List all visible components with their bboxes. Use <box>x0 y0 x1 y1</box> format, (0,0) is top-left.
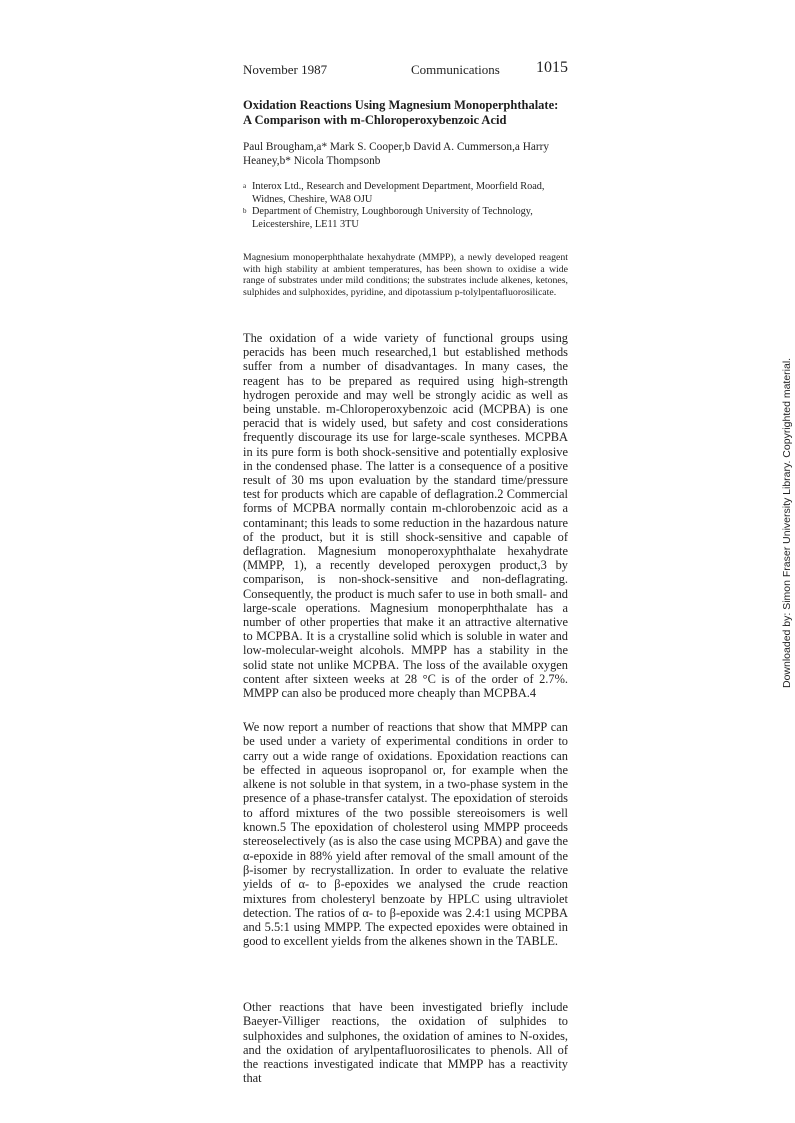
author-list: Paul Brougham,a* Mark S. Cooper,b David A. Cummerson,a Harry Heaney,b* Nicola Thompsonb <box>243 141 550 167</box>
page-number: 1015 <box>536 59 568 76</box>
download-watermark: Downloaded by: Simon Fraser University Library. Copyrighted material. <box>781 357 793 688</box>
journal-section: Communications <box>411 62 500 77</box>
affiliation-b <box>243 206 568 231</box>
body-paragraph-1: The oxidation of a wide variety of functional groups using peracids has been much researched,1 but established methods suffer from a number of disadvantages. In many cases, the reagent has to be prepared as required using high-strength hydrogen peroxide and may well be strongly acidic as well as being unstable. m-Chloroperoxybenzoic acid (MCPBA) is one peracid that is widely used, but safety and cost considerations frequently discourage its use for large-scale syntheses. MCPBA in its pure form is both shock-sensitive and potentially explosive in the condensed phase. The latter is a consequence of a positive result of 30 ms upon evaluation by the standard time/pressure test for products which are capable of deflagration.2 Commercial forms of MCPBA normally contain m-chlorobenzoic acid as a contaminant; this leads to some reduction in the hazardous nature of the product, but it is still shock-sensitive and capable of deflagration. Magnesium monoperoxyphthalate hexahydrate (MMPP, 1), a recently developed peroxygen product,3 by comparison, is non-shock-sensitive and non-deflagrating. Consequently, the product is much safer to use in both small- and large-scale operations. Magnesium monoperphthalate has a number of other properties that make it an attractive alternative to MCPBA. It is a crystalline solid which is soluble in water and low-molecular-weight alcohols. MMPP has a stability in the solid state not unlike MCPBA. The loss of the available oxygen content after sixteen weeks at 28 °C is of the order of 2.7%. MMPP can also be produced more cheaply than MCPBA.4 <box>243 331 568 701</box>
issue-date: November 1987 <box>243 62 328 77</box>
affiliation-mark: b <box>243 207 247 215</box>
affiliation-text: Department of Chemistry, Loughborough University of Technology, Leicestershire, LE11 3TU <box>252 206 533 230</box>
body-paragraph-3: Other reactions that have been investigated briefly include Baeyer-Villiger reactions, the oxidation of sulphides to sulphoxides and sulphones, the oxidation of amines to N-oxides, and the oxidation of arylpentafluorosilicates to phenols. All of the reactions investigated indicate that MMPP has a reactivity that <box>243 1000 568 1086</box>
affiliation-mark: a <box>243 182 247 190</box>
article-title: Oxidation Reactions Using Magnesium Monoperphthalate: A Comparison with m-Chloroperoxybenzoic Acid <box>243 98 559 127</box>
body-paragraph-2: We now report a number of reactions that show that MMPP can be used under a variety of experimental conditions in order to carry out a wide range of oxidations. Epoxidation reactions can be effected in aqueous isopropanol or, for example when the alkene is not soluble in that system, in a two-phase system in the presence of a phase-transfer catalyst. The epoxidation of steroids to afford mixtures of the two possible stereoisomers is well known.5 The epoxidation of cholesterol using MMPP proceeds stereoselectively (as is also the case using MCPBA) and gave the α-epoxide in 88% yield after removal of the small amount of the β-isomer by recrystallization. In order to evaluate the relative yields of α- to β-epoxides we analysed the crude reaction mixtures from cholesteryl benzoate by HPLC using ultraviolet detection. The ratios of α- to β-epoxide was 2.4:1 using MCPBA and 5.5:1 using MMPP. The expected epoxides were obtained in good to excellent yields from the alkenes shown in the TABLE. <box>243 720 568 949</box>
affiliations <box>243 181 568 231</box>
abstract: Magnesium monoperphthalate hexahydrate (MMPP), a newly developed reagent with high stability at ambient temperatures, has been shown to oxidise a wide range of substrates under mild conditions; the substrates include alkenes, ketones, sulphides and sulphoxides, pyridine, and dipotassium p-tolylpentafluorosilicate. <box>243 252 568 298</box>
affiliation-a <box>243 181 568 206</box>
running-header <box>243 59 568 82</box>
affiliation-text: Interox Ltd., Research and Development Department, Moorfield Road, Widnes, Cheshire, WA8 OJU <box>252 181 545 205</box>
